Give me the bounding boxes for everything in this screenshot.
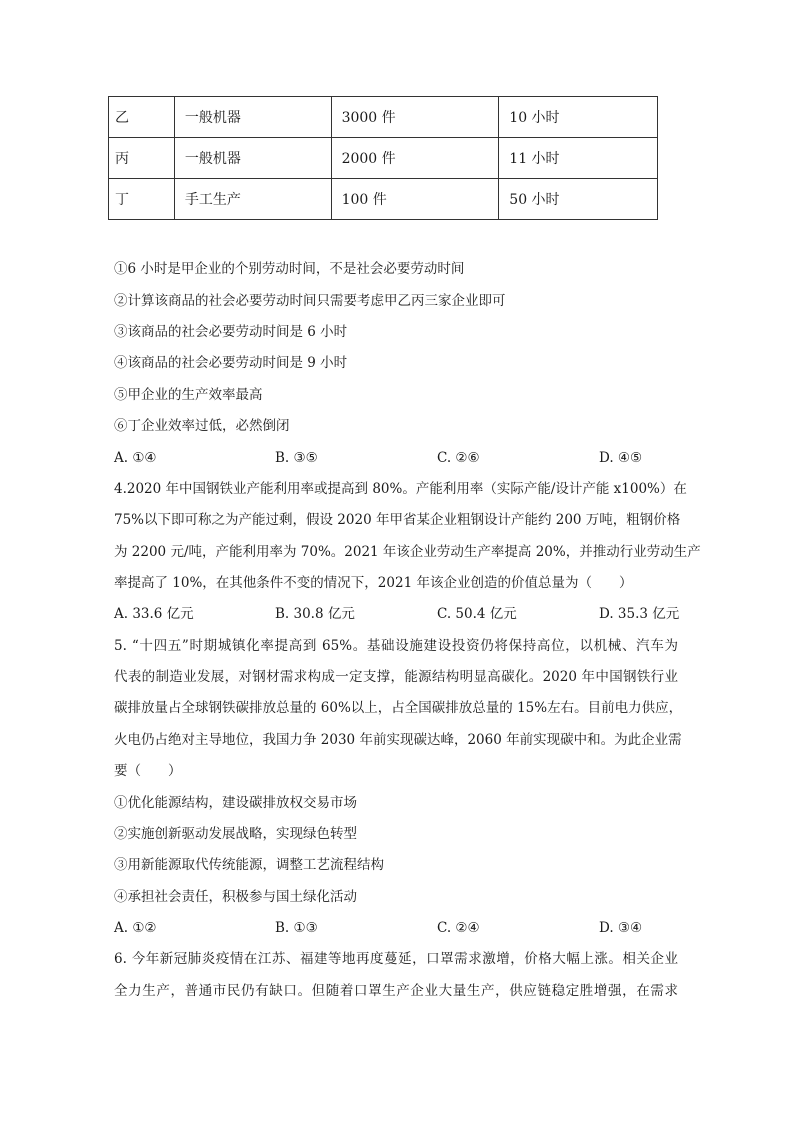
q6-text-line: 6. 今年新冠肺炎疫情在江苏、福建等地再度蔓延，口罩需求激增，价格大幅上涨。相关企业 <box>114 951 678 967</box>
q4-text-line: 为 2200 元/吨，产能利用率为 70%。2021 年该企业劳动生产率提高 20%，并推动行业劳动生产 <box>114 544 701 560</box>
option-d: D. ③④ <box>599 920 643 936</box>
table-cell: 一般机器 <box>174 97 331 138</box>
table-cell: 丁 <box>109 179 175 220</box>
q3-statement: ②计算该商品的社会必要劳动时间只需要考虑甲乙丙三家企业即可 <box>114 293 506 309</box>
option-a: A. ①② <box>114 920 157 936</box>
table-cell: 一般机器 <box>174 138 331 179</box>
table-cell: 手工生产 <box>174 179 331 220</box>
table-cell: 50 小时 <box>499 179 658 220</box>
option-b: B. ①③ <box>275 920 318 936</box>
q3-statement: ④该商品的社会必要劳动时间是 9 小时 <box>114 355 348 371</box>
q3-statement: ③该商品的社会必要劳动时间是 6 小时 <box>114 324 348 340</box>
q3-statement: ⑤甲企业的生产效率最高 <box>114 387 263 403</box>
q4-text-line: 率提高了 10%，在其他条件不变的情况下，2021 年该企业创造的价值总量为（ ） <box>114 575 633 591</box>
option-d: D. ④⑤ <box>599 450 643 466</box>
option-d: D. 35.3 亿元 <box>599 606 680 622</box>
q3-statement: ①6 小时是甲企业的个别劳动时间，不是社会必要劳动时间 <box>114 261 465 277</box>
table-cell: 10 小时 <box>499 97 658 138</box>
q5-text-line: 要（ ） <box>114 763 182 779</box>
table-cell: 丙 <box>109 138 175 179</box>
q5-text-line: 火电仍占绝对主导地位，我国力争 2030 年前实现碳达峰，2060 年前实现碳中和。为此企业需 <box>114 732 682 748</box>
q6-text-line: 全力生产，普通市民仍有缺口。但随着口罩生产企业大量生产，供应链稳定胜增强，在需求 <box>114 983 678 999</box>
option-c: C. ②⑥ <box>437 450 480 466</box>
table-row <box>109 138 658 179</box>
q5-text-line: 5. “十四五”时期城镇化率提高到 65%。基础设施建设投资仍将保持高位，以机械、汽车为 <box>114 638 678 654</box>
option-b: B. ③⑤ <box>275 450 318 466</box>
table-cell: 11 小时 <box>499 138 658 179</box>
q5-statement: ②实施创新驱动发展战略，实现绿色转型 <box>114 826 357 842</box>
option-c: C. ②④ <box>437 920 480 936</box>
table-cell: 乙 <box>109 97 175 138</box>
option-a: A. 33.6 亿元 <box>114 606 194 622</box>
q3-statement: ⑥丁企业效率过低，必然倒闭 <box>114 418 290 434</box>
q5-statement: ④承担社会责任，积极参与国土绿化活动 <box>114 889 357 905</box>
table-cell: 3000 件 <box>331 97 499 138</box>
table-cell: 2000 件 <box>331 138 499 179</box>
table-cell: 100 件 <box>331 179 499 220</box>
q5-statement: ③用新能源取代传统能源，调整工艺流程结构 <box>114 857 384 873</box>
option-b: B. 30.8 亿元 <box>275 606 355 622</box>
q4-text-line: 75%以下即可称之为产能过剩，假设 2020 年甲省某企业粗钢设计产能约 200 万吨，粗钢价格 <box>114 512 681 528</box>
q5-text-line: 碳排放量占全球钢铁碳排放总量的 60%以上，占全国碳排放总量的 15%左右。目前电力供应， <box>114 700 683 716</box>
q5-statement: ①优化能源结构，建设碳排放权交易市场 <box>114 795 357 811</box>
option-c: C. 50.4 亿元 <box>437 606 517 622</box>
production-table <box>108 96 658 220</box>
table-row <box>109 179 658 220</box>
q4-text-line: 4.2020 年中国钢铁业产能利用率或提高到 80%。产能利用率（实际产能/设计产能 x100%）在 <box>114 481 687 497</box>
option-a: A. ①④ <box>114 450 157 466</box>
table-row <box>109 97 658 138</box>
q5-text-line: 代表的制造业发展，对钢材需求构成一定支撑，能源结构明显高碳化。2020 年中国钢铁行业 <box>114 669 678 685</box>
